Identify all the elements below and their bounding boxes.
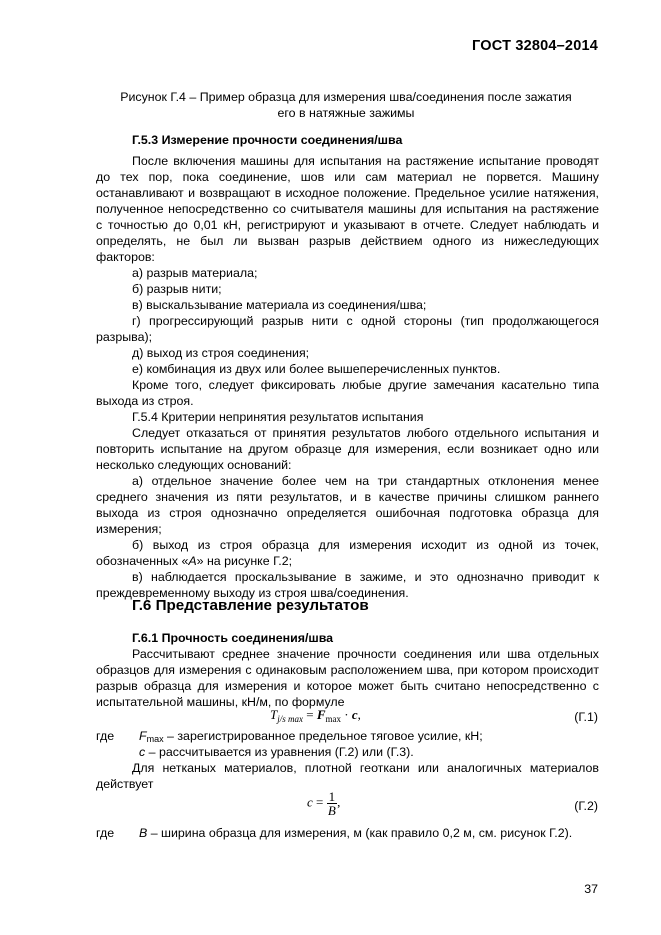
paragraph: Кроме того, следует фиксировать любые другие замечания касательно типа выхода из строя. (96, 378, 599, 408)
paragraph: После включения машины для испытания на растяжение испытание проводят до тех пор, пока соединение, шов или сам материал не порвется. Машину останавливают и возвращают в исходное положение. Предельное усилие натяжения, полученное непосредственно со считывателя машины для испытания на растяжение с точностью до 0,01 кН, регистрируют и указывают в отчете. Следует наблюдать и определять, не был ли вызван разрыв действием одного из нижеследующих факторов: (96, 154, 599, 264)
paragraph: Рассчитывают среднее значение прочности соединения или шва отдельных образцов для измерения с одинаковым расположением шва, при котором происходит разрыв образца для измерения и которое может быть считано непосредственно с испытательной машины, кН/м, по формуле (96, 647, 599, 709)
figure-caption (96, 89, 596, 121)
formula-g1: $T_{j/s max} = F_{max} \cdot c$, (270, 707, 361, 724)
list-item: в) выскальзывание материала из соединения/шва; (132, 298, 427, 312)
list-item: б) выход из строя образца для измерения исходит из одной из точек, обозначенных «А» на рисунке Г.2; (96, 538, 599, 568)
list-item: б) разрыв нити; (132, 282, 222, 296)
where-item-fmax: где Fmax – зарегистрированное предельное тяговое усилие, кН; (96, 729, 483, 744)
list-item: д) выход из строя соединения; (132, 346, 310, 360)
section-g53 (96, 132, 599, 148)
where-label: где (96, 826, 115, 840)
section-heading-g61: Г.6.1 Прочность соединения/шва (132, 631, 334, 645)
paragraph: Для нетканых материалов, плотной геоткани или аналогичных материалов действует (96, 761, 599, 791)
list-item: е) комбинация из двух или более вышеперечисленных пунктов. (132, 362, 501, 376)
list-item: в) наблюдается проскальзывание в зажиме, и это однозначно приводит к преждевременному выходу из строя шва/соединения. (96, 570, 599, 600)
paragraph-nonwoven (96, 760, 599, 792)
fraction: $\frac{1}{B}$ (327, 789, 336, 818)
caption-line-1: Рисунок Г.4 – Пример образца для измерения шва/соединения после зажатия (120, 90, 572, 104)
page-number: 37 (584, 882, 598, 896)
section-heading-g54: Г.5.4 Критерии непринятия результатов испытания (132, 410, 424, 424)
list-item: г) прогрессирующий разрыв нити с одной стороны (тип продолжающегося разрыва); (96, 314, 599, 344)
list-item: а) разрыв материала; (132, 266, 258, 280)
paragraph: Следует отказаться от принятия результатов любого отдельного испытания и повторить испытание на другом образце для измерения, если возникает одно или несколько следующих оснований: (96, 426, 599, 472)
list-item: а) отдельное значение более чем на три стандартных отклонения менее среднего значения из пяти результатов, и в качестве причины слишком раннего выхода из строя однозначно определяется ошибочная подготовка образца для измерения; (96, 474, 599, 536)
caption-line-2: его в натяжные зажимы (277, 106, 415, 120)
where-item-c: c – рассчитывается из уравнения (Г.2) или (Г.3). (139, 745, 414, 759)
section-heading-g53: Г.5.3 Измерение прочности соединения/шва (132, 133, 403, 147)
section-g61 (96, 630, 599, 710)
equation-number-g1: (Г.1) (574, 710, 598, 724)
standard-code: ГОСТ 32804–2014 (472, 38, 598, 54)
section-g6 (96, 598, 599, 614)
where-label: где (96, 729, 115, 743)
where-item-b: где B – ширина образца для измерения, м (как правило 0,2 м, см. рисунок Г.2). (96, 826, 573, 840)
section-g53-body (96, 153, 599, 601)
section-heading-g6: Г.6 Представление результатов (132, 597, 369, 614)
point-letter: А (188, 554, 197, 568)
formula-g2: c = $\frac{1}{B}$ , (307, 789, 341, 818)
equation-number-g2: (Г.2) (574, 799, 598, 813)
